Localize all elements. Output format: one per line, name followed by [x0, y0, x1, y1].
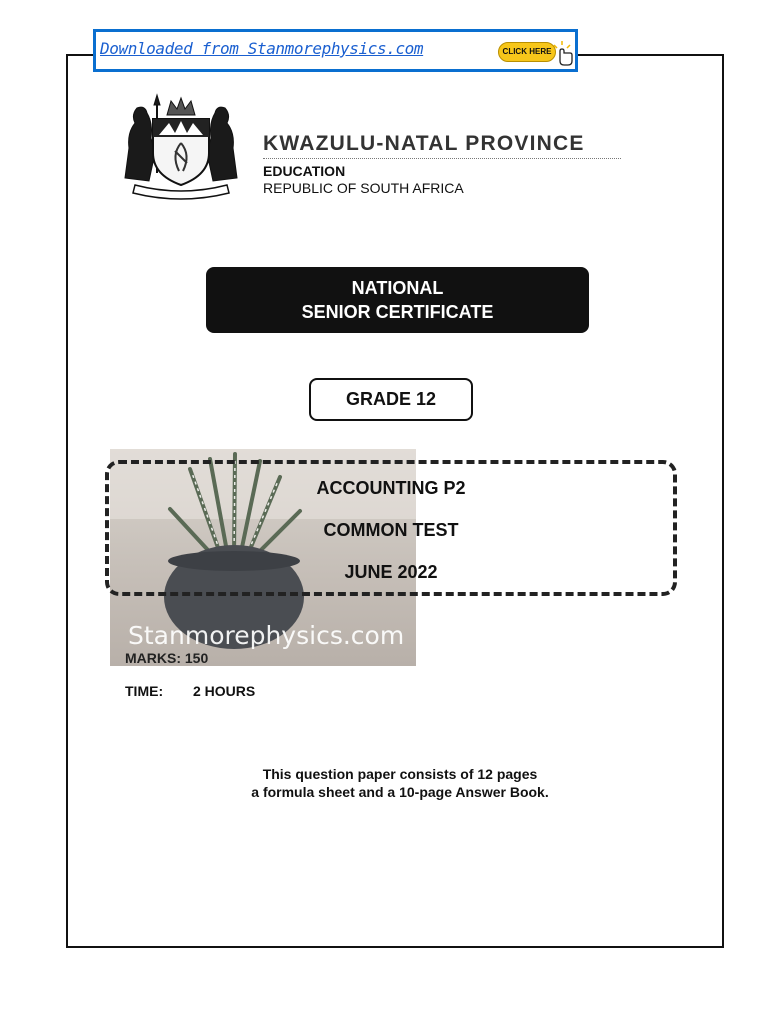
download-link[interactable]: Downloaded from Stanmorephysics.com [100, 39, 424, 58]
certificate-box [206, 267, 589, 333]
province-name: KWAZULU-NATAL PROVINCE [263, 132, 585, 155]
coat-of-arms-icon [117, 93, 245, 203]
pointer-hand-icon [551, 40, 575, 66]
time-value: 2 HOURS [193, 683, 256, 699]
certificate-line1: NATIONAL [351, 278, 444, 298]
subject-title: ACCOUNTING P2 [316, 478, 466, 498]
click-here-button[interactable]: CLICK HERE [498, 42, 556, 62]
department-name: EDUCATION [263, 163, 346, 179]
answer-book-note: a formula sheet and a 10-page Answer Book. [251, 784, 549, 800]
time-label: TIME: [125, 683, 164, 699]
country-name: REPUBLIC OF SOUTH AFRICA [263, 180, 464, 196]
grade-box: GRADE 12 [309, 378, 473, 421]
certificate-line2: SENIOR CERTIFICATE [301, 302, 494, 322]
watermark-text: Stanmorephysics.com [128, 621, 405, 650]
page-count-note: This question paper consists of 12 pages [262, 766, 538, 782]
test-name: COMMON TEST [323, 520, 459, 540]
header-divider [263, 158, 621, 159]
download-banner[interactable] [93, 29, 578, 72]
marks-value: MARKS: 150 [125, 650, 209, 666]
test-date: JUNE 2022 [344, 562, 438, 582]
